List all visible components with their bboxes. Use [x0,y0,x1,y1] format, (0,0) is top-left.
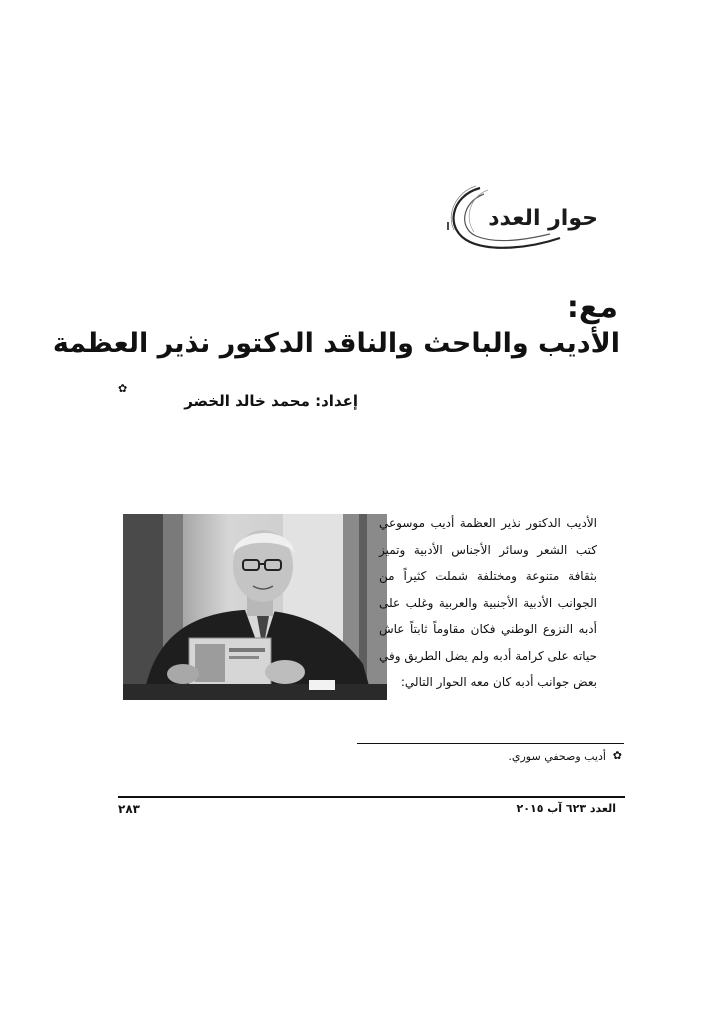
author-name: إعداد: محمد خالد الخضر [184,392,358,410]
footnote-text: أديب وصحفي سوري. [508,750,606,763]
interview-with-label: مع: [566,290,618,325]
intro-paragraph: الأديب الدكتور نذير العظمة أديب موسوعي كتب الشعر وسائر الأجناس الأدبية وتميز بثقافة متنوعة ومختلفة شملت كثيراً من الجوانب الأدبية الأجنبية والعربية وغلب على أدبه النزوع الوطني فكان مقاوماً ثابتاً عاش حياته على كرامة أدبه ولم يضل الطريق وفي بعض جوانب أدبه كان معه الحوار التالي: [379,516,597,689]
section-logo [440,178,610,258]
flower-icon: ✿ [612,749,622,762]
page-number: ٢٨٣ [118,802,140,816]
footnote-divider [357,743,624,744]
author-byline [118,382,358,418]
page-title: الأديب والباحث والناقد الدكتور نذير العظمة [52,328,620,359]
footnote [480,748,622,768]
issue-info: العدد ٦٢٣ آب ٢٠١٥ [516,802,616,815]
flower-icon: ✿ [118,382,128,395]
portrait-illustration [123,514,387,700]
footer-divider [118,796,625,798]
portrait-photo [123,514,387,700]
section-logo-text: حوار العدد [488,206,598,231]
